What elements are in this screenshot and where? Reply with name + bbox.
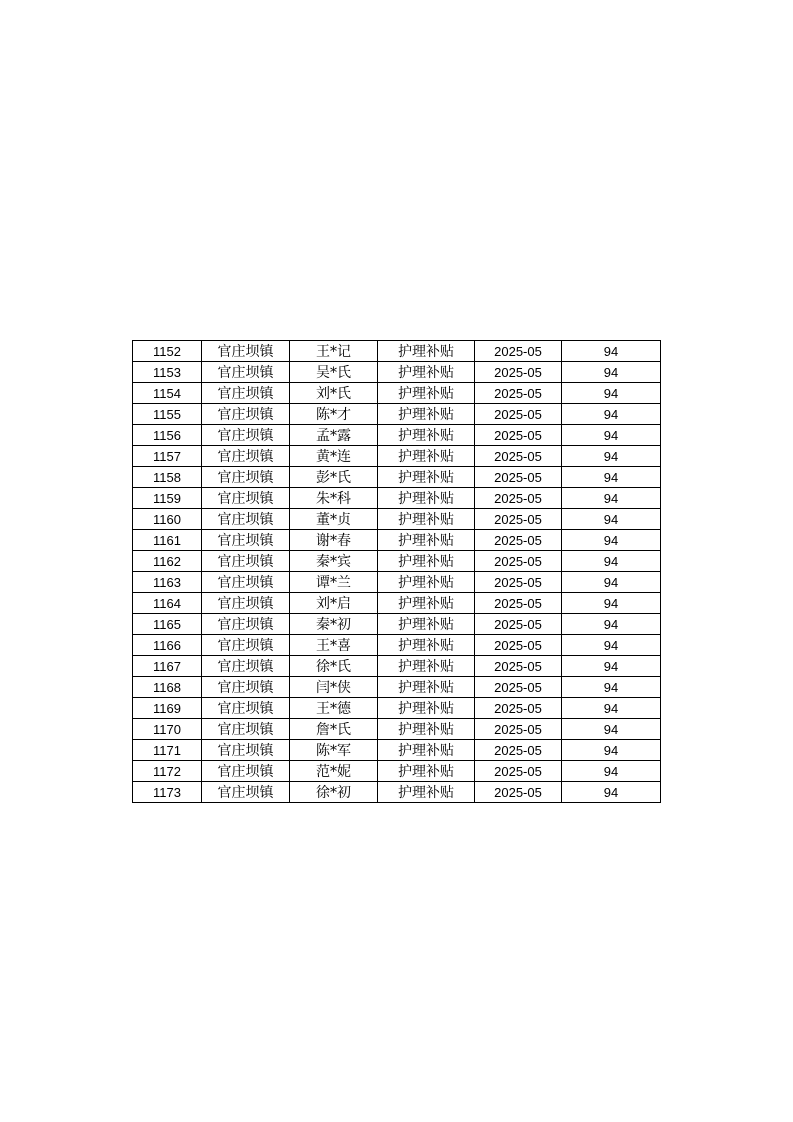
row-number-cell: 1163 xyxy=(133,572,202,593)
name-cell: 徐*氏 xyxy=(290,656,378,677)
month-cell: 2025-05 xyxy=(475,467,562,488)
amount-cell: 94 xyxy=(562,467,661,488)
amount-cell: 94 xyxy=(562,383,661,404)
name-cell: 彭*氏 xyxy=(290,467,378,488)
subsidy-type-cell: 护理补贴 xyxy=(378,656,475,677)
table-row xyxy=(133,425,661,446)
town-cell: 官庄坝镇 xyxy=(202,509,290,530)
subsidy-type-cell: 护理补贴 xyxy=(378,509,475,530)
amount-cell: 94 xyxy=(562,593,661,614)
subsidy-type-cell: 护理补贴 xyxy=(378,614,475,635)
subsidy-type-cell: 护理补贴 xyxy=(378,488,475,509)
town-cell: 官庄坝镇 xyxy=(202,677,290,698)
subsidy-type-cell: 护理补贴 xyxy=(378,446,475,467)
amount-cell: 94 xyxy=(562,656,661,677)
table-row xyxy=(133,572,661,593)
row-number-cell: 1153 xyxy=(133,362,202,383)
month-cell: 2025-05 xyxy=(475,635,562,656)
town-cell: 官庄坝镇 xyxy=(202,761,290,782)
amount-cell: 94 xyxy=(562,362,661,383)
month-cell: 2025-05 xyxy=(475,656,562,677)
name-cell: 董*贞 xyxy=(290,509,378,530)
amount-cell: 94 xyxy=(562,509,661,530)
subsidy-type-cell: 护理补贴 xyxy=(378,782,475,803)
name-cell: 刘*氏 xyxy=(290,383,378,404)
town-cell: 官庄坝镇 xyxy=(202,341,290,362)
name-cell: 闫*侠 xyxy=(290,677,378,698)
name-cell: 谢*春 xyxy=(290,530,378,551)
town-cell: 官庄坝镇 xyxy=(202,635,290,656)
town-cell: 官庄坝镇 xyxy=(202,404,290,425)
amount-cell: 94 xyxy=(562,635,661,656)
table-row xyxy=(133,614,661,635)
month-cell: 2025-05 xyxy=(475,698,562,719)
town-cell: 官庄坝镇 xyxy=(202,719,290,740)
row-number-cell: 1167 xyxy=(133,656,202,677)
row-number-cell: 1157 xyxy=(133,446,202,467)
table-row xyxy=(133,446,661,467)
row-number-cell: 1170 xyxy=(133,719,202,740)
month-cell: 2025-05 xyxy=(475,719,562,740)
amount-cell: 94 xyxy=(562,572,661,593)
name-cell: 王*记 xyxy=(290,341,378,362)
row-number-cell: 1165 xyxy=(133,614,202,635)
name-cell: 徐*初 xyxy=(290,782,378,803)
row-number-cell: 1160 xyxy=(133,509,202,530)
month-cell: 2025-05 xyxy=(475,782,562,803)
month-cell: 2025-05 xyxy=(475,383,562,404)
subsidy-type-cell: 护理补贴 xyxy=(378,383,475,404)
town-cell: 官庄坝镇 xyxy=(202,551,290,572)
month-cell: 2025-05 xyxy=(475,551,562,572)
town-cell: 官庄坝镇 xyxy=(202,740,290,761)
table-row xyxy=(133,719,661,740)
subsidy-type-cell: 护理补贴 xyxy=(378,572,475,593)
table-row xyxy=(133,761,661,782)
subsidy-type-cell: 护理补贴 xyxy=(378,530,475,551)
row-number-cell: 1159 xyxy=(133,488,202,509)
month-cell: 2025-05 xyxy=(475,740,562,761)
table-row xyxy=(133,656,661,677)
row-number-cell: 1155 xyxy=(133,404,202,425)
town-cell: 官庄坝镇 xyxy=(202,362,290,383)
town-cell: 官庄坝镇 xyxy=(202,383,290,404)
name-cell: 王*喜 xyxy=(290,635,378,656)
table-row xyxy=(133,698,661,719)
subsidy-type-cell: 护理补贴 xyxy=(378,698,475,719)
subsidy-table-body xyxy=(133,341,661,803)
row-number-cell: 1168 xyxy=(133,677,202,698)
town-cell: 官庄坝镇 xyxy=(202,467,290,488)
month-cell: 2025-05 xyxy=(475,446,562,467)
name-cell: 陈*才 xyxy=(290,404,378,425)
subsidy-type-cell: 护理补贴 xyxy=(378,362,475,383)
subsidy-type-cell: 护理补贴 xyxy=(378,551,475,572)
amount-cell: 94 xyxy=(562,404,661,425)
table-row xyxy=(133,551,661,572)
month-cell: 2025-05 xyxy=(475,593,562,614)
month-cell: 2025-05 xyxy=(475,677,562,698)
table-row xyxy=(133,362,661,383)
amount-cell: 94 xyxy=(562,530,661,551)
name-cell: 吴*氏 xyxy=(290,362,378,383)
amount-cell: 94 xyxy=(562,551,661,572)
amount-cell: 94 xyxy=(562,488,661,509)
town-cell: 官庄坝镇 xyxy=(202,614,290,635)
town-cell: 官庄坝镇 xyxy=(202,698,290,719)
name-cell: 谭*兰 xyxy=(290,572,378,593)
subsidy-table xyxy=(132,340,661,803)
subsidy-type-cell: 护理补贴 xyxy=(378,404,475,425)
town-cell: 官庄坝镇 xyxy=(202,488,290,509)
amount-cell: 94 xyxy=(562,719,661,740)
table-row xyxy=(133,782,661,803)
table-row xyxy=(133,404,661,425)
town-cell: 官庄坝镇 xyxy=(202,656,290,677)
month-cell: 2025-05 xyxy=(475,425,562,446)
name-cell: 詹*氏 xyxy=(290,719,378,740)
table-row xyxy=(133,740,661,761)
row-number-cell: 1156 xyxy=(133,425,202,446)
name-cell: 王*德 xyxy=(290,698,378,719)
name-cell: 秦*宾 xyxy=(290,551,378,572)
town-cell: 官庄坝镇 xyxy=(202,593,290,614)
amount-cell: 94 xyxy=(562,677,661,698)
town-cell: 官庄坝镇 xyxy=(202,530,290,551)
row-number-cell: 1164 xyxy=(133,593,202,614)
table-row xyxy=(133,593,661,614)
name-cell: 刘*启 xyxy=(290,593,378,614)
amount-cell: 94 xyxy=(562,425,661,446)
amount-cell: 94 xyxy=(562,782,661,803)
name-cell: 秦*初 xyxy=(290,614,378,635)
month-cell: 2025-05 xyxy=(475,509,562,530)
table-row xyxy=(133,341,661,362)
table-row xyxy=(133,467,661,488)
subsidy-type-cell: 护理补贴 xyxy=(378,635,475,656)
row-number-cell: 1166 xyxy=(133,635,202,656)
row-number-cell: 1169 xyxy=(133,698,202,719)
row-number-cell: 1152 xyxy=(133,341,202,362)
row-number-cell: 1172 xyxy=(133,761,202,782)
row-number-cell: 1162 xyxy=(133,551,202,572)
month-cell: 2025-05 xyxy=(475,404,562,425)
row-number-cell: 1154 xyxy=(133,383,202,404)
subsidy-type-cell: 护理补贴 xyxy=(378,740,475,761)
name-cell: 朱*科 xyxy=(290,488,378,509)
subsidy-type-cell: 护理补贴 xyxy=(378,341,475,362)
name-cell: 陈*军 xyxy=(290,740,378,761)
subsidy-type-cell: 护理补贴 xyxy=(378,425,475,446)
town-cell: 官庄坝镇 xyxy=(202,425,290,446)
name-cell: 孟*露 xyxy=(290,425,378,446)
table-row xyxy=(133,383,661,404)
month-cell: 2025-05 xyxy=(475,761,562,782)
table-row xyxy=(133,509,661,530)
table-row xyxy=(133,488,661,509)
town-cell: 官庄坝镇 xyxy=(202,572,290,593)
amount-cell: 94 xyxy=(562,614,661,635)
month-cell: 2025-05 xyxy=(475,341,562,362)
subsidy-type-cell: 护理补贴 xyxy=(378,677,475,698)
town-cell: 官庄坝镇 xyxy=(202,446,290,467)
amount-cell: 94 xyxy=(562,761,661,782)
name-cell: 黄*连 xyxy=(290,446,378,467)
month-cell: 2025-05 xyxy=(475,488,562,509)
town-cell: 官庄坝镇 xyxy=(202,782,290,803)
amount-cell: 94 xyxy=(562,341,661,362)
row-number-cell: 1171 xyxy=(133,740,202,761)
amount-cell: 94 xyxy=(562,740,661,761)
row-number-cell: 1173 xyxy=(133,782,202,803)
month-cell: 2025-05 xyxy=(475,572,562,593)
month-cell: 2025-05 xyxy=(475,362,562,383)
table-row xyxy=(133,677,661,698)
subsidy-type-cell: 护理补贴 xyxy=(378,761,475,782)
subsidy-type-cell: 护理补贴 xyxy=(378,593,475,614)
month-cell: 2025-05 xyxy=(475,530,562,551)
subsidy-type-cell: 护理补贴 xyxy=(378,719,475,740)
name-cell: 范*妮 xyxy=(290,761,378,782)
amount-cell: 94 xyxy=(562,446,661,467)
row-number-cell: 1161 xyxy=(133,530,202,551)
amount-cell: 94 xyxy=(562,698,661,719)
row-number-cell: 1158 xyxy=(133,467,202,488)
table-row xyxy=(133,635,661,656)
month-cell: 2025-05 xyxy=(475,614,562,635)
subsidy-type-cell: 护理补贴 xyxy=(378,467,475,488)
table-row xyxy=(133,530,661,551)
